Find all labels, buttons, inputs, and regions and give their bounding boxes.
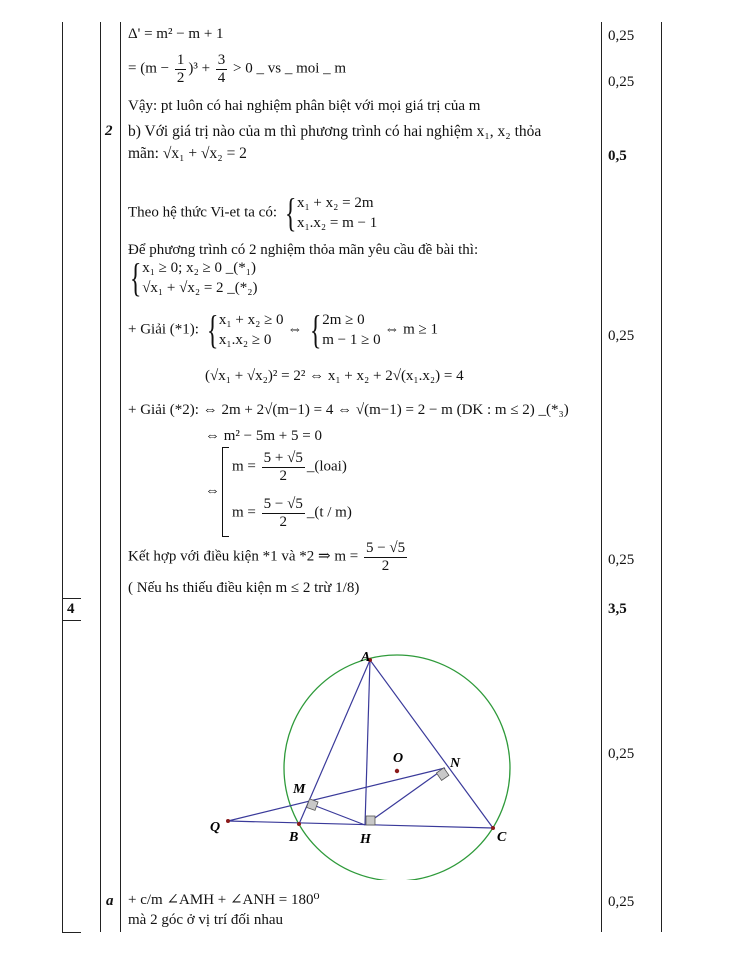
solution-1: m = $\frac{5 + √5}{2}$ _(loai) [232,450,347,484]
grading-note: ( Nếu hs thiếu điều kiện m ≤ 2 trừ 1/8) [128,580,360,596]
point-b [297,822,301,826]
point-c [491,826,495,830]
score: 0,25 [608,74,635,90]
proof-step: + c/m ∠AMH + ∠ANH = 180⁰ [128,892,320,908]
solution-bracket [222,447,229,537]
row-divider-4 [62,620,81,621]
sub-question-label: a [106,893,114,909]
point-o [395,769,399,773]
row-divider-3 [62,598,81,599]
score: 0,25 [608,28,635,44]
question-number: 4 [67,601,75,617]
delta-expansion: = (m − $\frac{1}{2}$ )³ + $\frac{3}{4}$ > 0 _ vs _ moi _ m [128,52,347,86]
right-angle-h [366,816,375,825]
label-a: A [361,650,371,665]
segment-hn [365,768,445,825]
question-number: 2 [105,123,113,139]
quadratic-equation: ⇔ m² − 5m + 5 = 0 [205,428,322,444]
label-c: C [497,830,507,845]
proof-reason: mà 2 góc ở vị trí đối nhau [128,912,283,928]
solve-condition-2: + Giải (*2): ⇔ 2m + 2√(m−1) = 4 ⇔ √(m−1) = 2 − m (DK : m ≤ 2) _(*₃) [128,402,569,418]
condition-system: { x₁ ≥ 0; x₂ ≥ 0 _(*₁) √x₁ + √x₂ = 2 _(*₂) [129,255,258,301]
score: 0,25 [608,552,635,568]
solution-2: m = $\frac{5 - √5}{2}$ _(t / m) [232,496,352,530]
label-h: H [360,832,371,847]
square-both-sides: (√x₁ + √x₂)² = 2² ⇔ x₁ + x₂ + 2√(x₁.x₂) = 4 [205,368,464,384]
table-col-divider-1 [100,22,101,932]
table-border-right [661,22,662,932]
label-o: O [393,751,404,766]
vieta-system: Theo hệ thức Vi-et ta có: { x₁ + x₂ = 2m x₁.x₂ = m − 1 [128,190,378,236]
question-text: b) Với giá trị nào của m thì phương trình có hai nghiệm x₁, x₂ thỏa [128,123,542,140]
or-symbol: ⇔ [205,483,220,499]
point-q [226,819,230,823]
circumcircle [284,655,510,880]
solve-condition-1: + Giải (*1): { x₁ + x₂ ≥ 0 x₁.x₂ ≥ 0 ⇔ { 2m ≥ 0 m − 1 ≥ 0 ⇔ m ≥ 1 [128,307,439,353]
right-angle-m [307,799,319,811]
conclusion-line: Vậy: pt luôn có hai nghiệm phân biệt với mọi giá trị của m [128,98,481,114]
line-qn [228,768,445,821]
altitude-ah [365,660,370,825]
table-border-bottom [62,932,81,933]
label-q: Q [210,820,221,835]
geometry-figure [200,640,560,880]
table-border-left [62,22,63,932]
label-n: N [450,756,461,771]
score: 0,5 [608,148,627,164]
delta-line: Δ' = m² − m + 1 [128,26,224,42]
score: 0,25 [608,746,635,762]
score: 0,25 [608,894,635,910]
label-b: B [289,830,299,845]
score: 0,25 [608,328,635,344]
label-m: M [293,782,306,797]
table-col-divider-3 [601,22,602,932]
score: 3,5 [608,601,627,617]
question-condition: mãn: √x₁ + √x₂ = 2 [128,145,247,162]
condition-label: Để phương trình có 2 nghiệm thỏa mãn yêu cầu đề bài thì: [128,242,479,258]
combined-result: Kết hợp với điều kiện *1 và *2 ⇒ m = $\frac{5 - √5}{2}$ [128,540,406,574]
line-qc [228,821,493,828]
table-col-divider-2 [120,22,121,932]
